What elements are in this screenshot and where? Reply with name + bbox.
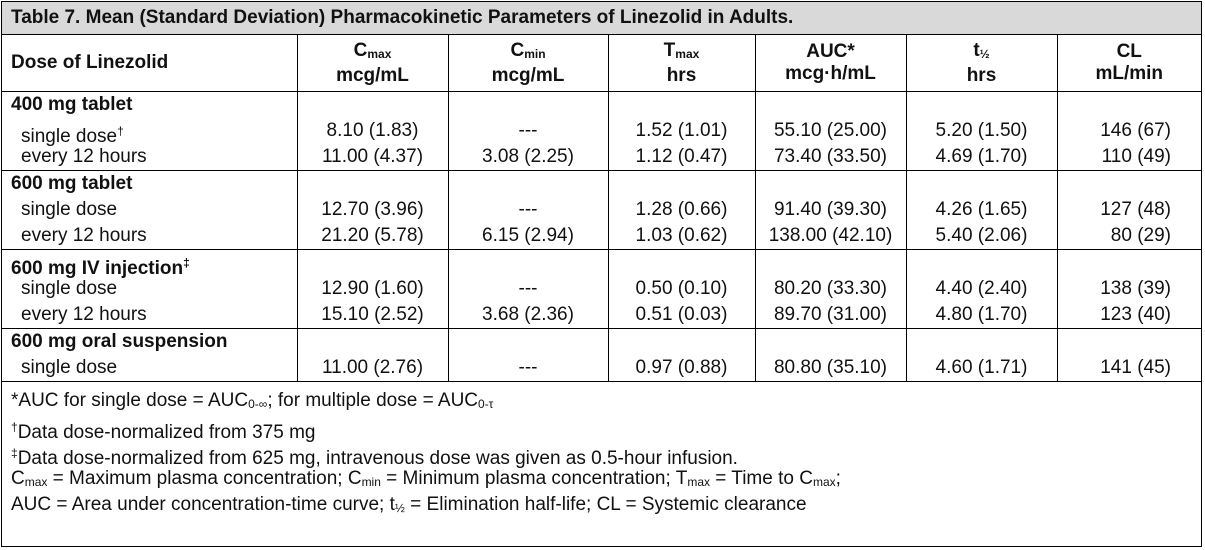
cl-cell: [1057, 171, 1201, 250]
cmin-value: 3.08 (2.25): [482, 146, 574, 167]
footnote-dagger-text: Data dose-normalized from 375 mg: [17, 422, 316, 443]
header-cmin-unit: mcg/mL: [491, 64, 565, 86]
dose-cell: [2, 329, 297, 382]
abbr-subscript: ½: [394, 501, 405, 515]
auc-cell: [755, 250, 906, 329]
regimen-footnote-mark: †: [117, 124, 124, 138]
regimen-label-text: single dose: [21, 126, 118, 147]
cmax-value: 12.70 (3.96): [321, 199, 424, 220]
thalf-cell: [906, 171, 1057, 250]
auc-value: 138.00 (42.10): [768, 225, 893, 246]
cmax-value: 11.00 (4.37): [321, 146, 424, 167]
abbr-subscript: min: [361, 475, 381, 489]
thalf-value: 5.40 (2.06): [935, 225, 1028, 246]
group-footnote-mark: ‡: [183, 256, 190, 270]
cmax-cell: [297, 171, 448, 250]
footnotes: [2, 382, 1201, 519]
tmax-value: 0.51 (0.03): [635, 304, 728, 325]
header-tmax-label: T: [663, 39, 676, 61]
header-tmax-unit: hrs: [666, 64, 697, 86]
cl-value: 80 (29): [1110, 225, 1171, 246]
cl-value: 141 (45): [1100, 357, 1171, 378]
dose-cell: [2, 171, 297, 250]
header-cmin-label: C: [510, 39, 525, 61]
group-row: [2, 329, 1201, 382]
auc-value: 89.70 (31.00): [773, 304, 888, 325]
regimen-label-text: every 12 hours: [21, 304, 147, 325]
header-thalf-sub: ½: [979, 46, 990, 61]
thalf-value: 4.60 (1.71): [935, 357, 1028, 378]
header-cmin-sub: min: [524, 46, 546, 61]
cmin-value: ---: [518, 278, 538, 299]
cmin-cell: [448, 329, 608, 382]
header-thalf-label: t: [973, 39, 980, 61]
header-cl-unit: mL/min: [1095, 63, 1164, 84]
auc-value: 73.40 (33.50): [773, 146, 888, 167]
group-row: [2, 92, 1201, 171]
tmax-value: 1.12 (0.47): [635, 146, 728, 167]
header-cmax-sub: max: [367, 46, 392, 61]
cmax-value: 15.10 (2.52): [321, 304, 424, 325]
tmax-value: 0.50 (0.10): [635, 278, 728, 299]
cmax-value: 8.10 (1.83): [326, 120, 419, 141]
footnote-ddagger: [11, 440, 1201, 469]
cmax-cell: [297, 92, 448, 171]
header-auc-label: AUC*: [806, 41, 855, 62]
regimen-label-text: every 12 hours: [21, 225, 147, 246]
group-title: [11, 329, 297, 355]
thalf-value: 4.69 (1.70): [935, 146, 1028, 167]
header-auc: [755, 35, 906, 92]
dose-cell: [2, 92, 297, 171]
header-cmax: [297, 35, 448, 92]
thalf-value: 4.26 (1.65): [935, 199, 1028, 220]
abbr-text: = Maximum plasma concentration; C: [47, 468, 362, 489]
cmax-value: 12.90 (1.60): [321, 278, 424, 299]
tmax-cell: [608, 329, 755, 382]
regimen-label-text: every 12 hours: [21, 146, 147, 167]
header-thalf-unit: hrs: [966, 64, 997, 86]
regimen-label-text: single dose: [21, 199, 118, 220]
pk-table-container: [1, 1, 1202, 547]
group-row: [2, 250, 1201, 329]
tmax-value: 1.52 (1.01): [635, 120, 728, 141]
cl-value: 127 (48): [1100, 199, 1171, 220]
header-auc-unit: mcg·h/mL: [785, 63, 876, 84]
header-cmax-label: C: [353, 39, 368, 61]
abbr-text: AUC = Area under concentration-time curve; t: [11, 494, 395, 515]
cmax-cell: [297, 250, 448, 329]
footnotes-row: [2, 382, 1201, 519]
regimen-label-text: single dose: [21, 357, 118, 378]
pk-table: [2, 35, 1201, 518]
cmin-value: 3.68 (2.36): [482, 304, 574, 325]
tmax-value: 1.03 (0.62): [635, 225, 728, 246]
header-cl-label: CL: [1116, 41, 1142, 62]
cmin-value: ---: [518, 120, 538, 141]
cmax-value: 11.00 (2.76): [321, 357, 424, 378]
regimen-label: [11, 276, 297, 302]
cmax-value: 21.20 (5.78): [321, 225, 424, 246]
cl-cell: [1057, 329, 1201, 382]
abbr-text: = Time to C: [710, 468, 813, 489]
abbr-text: C: [11, 468, 25, 489]
group-title-text: 600 mg oral suspension: [11, 331, 228, 352]
thalf-value: 5.20 (1.50): [935, 120, 1028, 141]
footnote-auc-sub-a: 0-∞: [248, 397, 268, 411]
cmin-value: ---: [518, 357, 538, 378]
regimen-label-text: single dose: [21, 278, 118, 299]
thalf-value: 4.80 (1.70): [935, 304, 1028, 325]
header-cmin: [448, 35, 608, 92]
thalf-cell: [906, 250, 1057, 329]
regimen-label: [11, 197, 297, 223]
header-cl: [1057, 35, 1201, 92]
group-row: [2, 171, 1201, 250]
group-title: [11, 171, 297, 197]
cmin-value: 6.15 (2.94): [482, 225, 574, 246]
abbr-text: = Elimination half-life; CL = Systemic clearance: [404, 494, 807, 515]
regimen-label: [11, 302, 297, 328]
tmax-cell: [608, 92, 755, 171]
auc-cell: [755, 92, 906, 171]
footnote-auc-text-b: ; for multiple dose = AUC: [267, 390, 479, 411]
header-thalf: [906, 35, 1057, 92]
footnote-dagger-mark: †: [11, 420, 18, 434]
cmin-cell: [448, 171, 608, 250]
footnote-auc-text-a: *AUC for single dose = AUC: [11, 390, 249, 411]
footnote-abbreviations-1: [11, 466, 1201, 492]
tmax-cell: [608, 171, 755, 250]
dose-cell: [2, 250, 297, 329]
cl-cell: [1057, 250, 1201, 329]
cmin-cell: [448, 92, 608, 171]
cmin-cell: [448, 250, 608, 329]
auc-value: 80.80 (35.10): [773, 357, 888, 378]
thalf-value: 4.40 (2.40): [935, 278, 1028, 299]
footnote-abbreviations-2: [11, 492, 1201, 518]
thalf-cell: [906, 329, 1057, 382]
group-title: [11, 250, 297, 279]
cl-value: 110 (49): [1101, 146, 1171, 167]
auc-value: 55.10 (25.00): [773, 120, 888, 141]
abbr-text: ;: [835, 468, 841, 489]
cmin-value: ---: [518, 199, 538, 220]
regimen-label: [11, 118, 297, 147]
header-dose: Dose of Linezolid: [2, 35, 297, 92]
group-title-text: 600 mg tablet: [11, 173, 133, 194]
header-tmax-sub: max: [675, 46, 700, 61]
footnote-auc: [11, 388, 1201, 414]
tmax-value: 0.97 (0.88): [635, 357, 728, 378]
cl-value: 138 (39): [1100, 278, 1171, 299]
footnote-ddagger-mark: ‡: [11, 446, 18, 460]
group-title: [11, 92, 297, 118]
header-row: [2, 35, 1201, 92]
auc-cell: [755, 329, 906, 382]
auc-cell: [755, 171, 906, 250]
table-title: Table 7. Mean (Standard Deviation) Pharmacokinetic Parameters of Linezolid in Adults.: [2, 2, 1201, 35]
footnote-dagger: [11, 414, 1201, 443]
cl-value: 146 (67): [1100, 120, 1171, 141]
tmax-value: 1.28 (0.66): [635, 199, 728, 220]
abbr-subscript: max: [687, 475, 710, 489]
thalf-cell: [906, 92, 1057, 171]
tmax-cell: [608, 250, 755, 329]
group-title-text: 400 mg tablet: [11, 94, 133, 115]
header-tmax: [608, 35, 755, 92]
cl-cell: [1057, 92, 1201, 171]
auc-value: 91.40 (39.30): [773, 199, 888, 220]
footnote-ddagger-text: Data dose-normalized from 625 mg, intravenous dose was given as 0.5-hour infusion.: [17, 448, 738, 469]
regimen-label: [11, 144, 297, 170]
abbr-subscript: max: [24, 475, 48, 489]
regimen-label: [11, 223, 297, 249]
cmax-cell: [297, 329, 448, 382]
auc-value: 80.20 (33.30): [773, 278, 888, 299]
abbr-text: = Minimum plasma concentration; T: [380, 468, 688, 489]
group-title-text: 600 mg IV injection: [11, 258, 184, 279]
regimen-label: [11, 355, 297, 381]
header-cmax-unit: mcg/mL: [336, 64, 409, 86]
footnote-auc-sub-b: 0-τ: [478, 397, 494, 411]
cl-value: 123 (40): [1100, 304, 1171, 325]
abbr-subscript: max: [812, 475, 836, 489]
